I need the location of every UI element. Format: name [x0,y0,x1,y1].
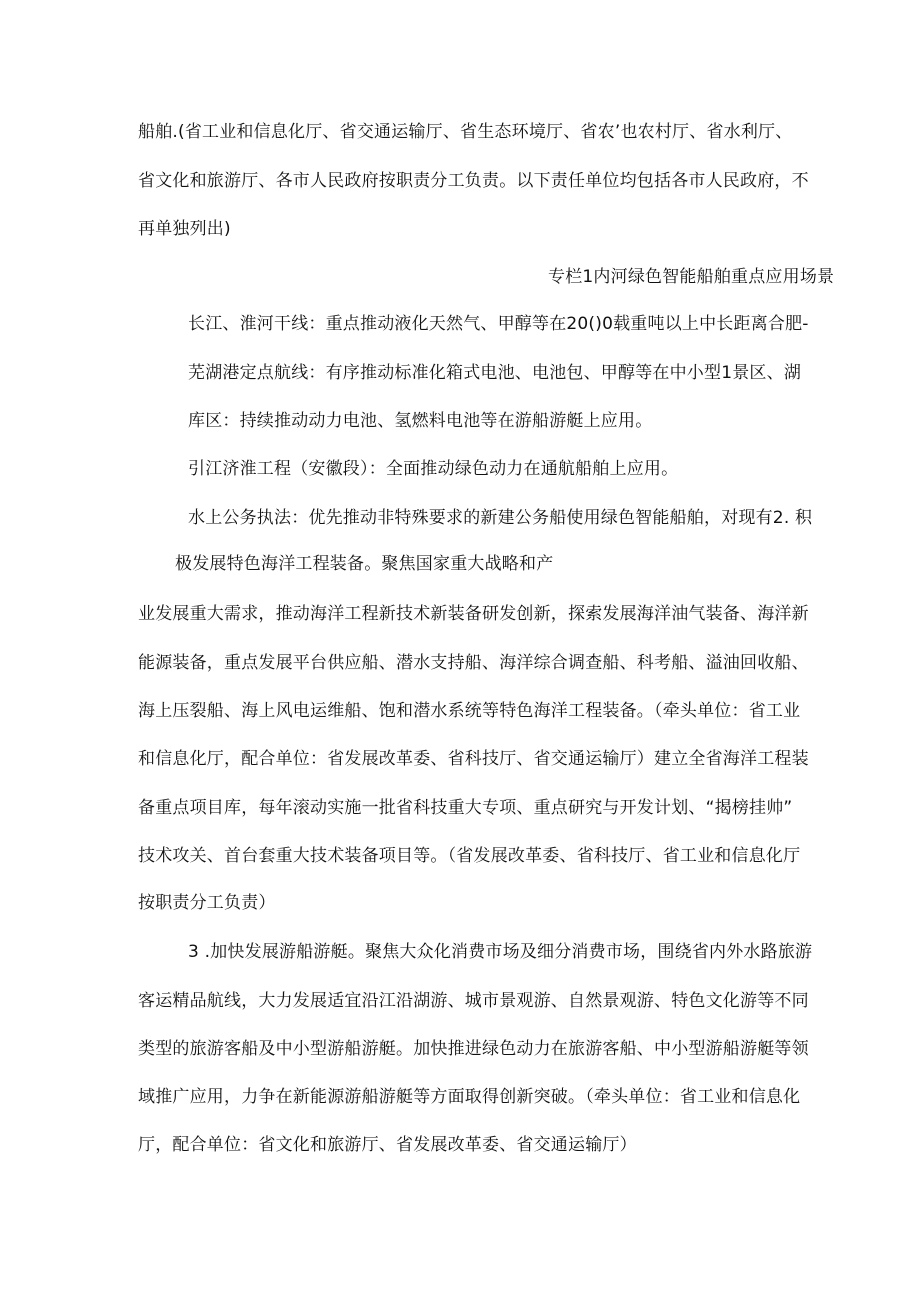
text-line: 省文化和旅游厅、各市人民政府按职责分工负责。以下责任单位均包括各市人民政府，不 [138,171,809,191]
sidebar-box-line: 库区：持续推动动力电池、氢燃料电池等在游船游艇上应用。 [188,411,653,431]
text-line: 技术攻关、首台套重大技术装备项目等。（省发展改革委、省科技厅、省工业和信息化厅 [138,846,801,866]
text-line: 备重点项目库，每年滚动实施一批省科技重大专项、重点研究与开发计划、“揭榜挂帅” [138,798,793,818]
sidebar-box-line: 水上公务执法：优先推动非特殊要求的新建公务船使用绿色智能船舶，对现有2. 积 [188,508,813,528]
text-line: 海上压裂船、海上风电运维船、饱和潜水系统等特色海洋工程装备。（牵头单位：省工业 [138,701,801,721]
sidebar-box-title: 专栏1内河绿色智能船舶重点应用场景 [548,267,835,287]
text-line: 客运精品航线，大力发展适宜沿江沿湖游、城市景观游、自然景观游、特色文化游等不同 [138,991,809,1011]
sidebar-box-line: 极发展特色海洋工程装备。聚焦国家重大战略和产 [175,554,554,574]
text-line: 按职责分工负责） [138,893,276,913]
text-line: 业发展重大需求，推动海洋工程新技术新装备研发创新，探索发展海洋油气装备、海洋新 [138,604,809,624]
sidebar-box-line: 芜湖港定点航线：有序推动标准化箱式电池、电池包、甲醇等在中小型1景区、湖 [188,363,802,383]
text-line: 再单独列出) [138,219,231,239]
text-line: 船舶.(省工业和信息化厅、省交通运输厅、省生态环境厅、省农’也农村厅、省水利厅、 [138,122,793,142]
text-line: 厅，配合单位：省文化和旅游厅、省发展改革委、省交通运输厅） [138,1135,637,1155]
sidebar-box-line: 引江济淮工程（安徽段）：全面推动绿色动力在通航船舶上应用。 [188,459,679,479]
text-line: 类型的旅游客船及中小型游船游艇。加快推进绿色动力在旅游客船、中小型游船游艇等领 [138,1039,809,1059]
text-line: 能源装备，重点发展平台供应船、潜水支持船、海洋综合调查船、科考船、溢油回收船、 [138,653,809,673]
sidebar-box-line: 长江、淮河干线：重点推动液化天然气、甲醇等在20()0载重吨以上中长距离合肥- [188,314,809,334]
text-line: 和信息化厅，配合单位：省发展改革委、省科技厅、省交通运输厅）建立全省海洋工程装 [138,749,809,769]
section-heading-line: 3 .加快发展游船游艇。聚焦大众化消费市场及细分消费市场，围绕省内外水路旅游 [188,942,813,962]
text-line: 域推广应用，力争在新能源游船游艇等方面取得创新突破。（牵头单位：省工业和信息化 [138,1087,801,1107]
